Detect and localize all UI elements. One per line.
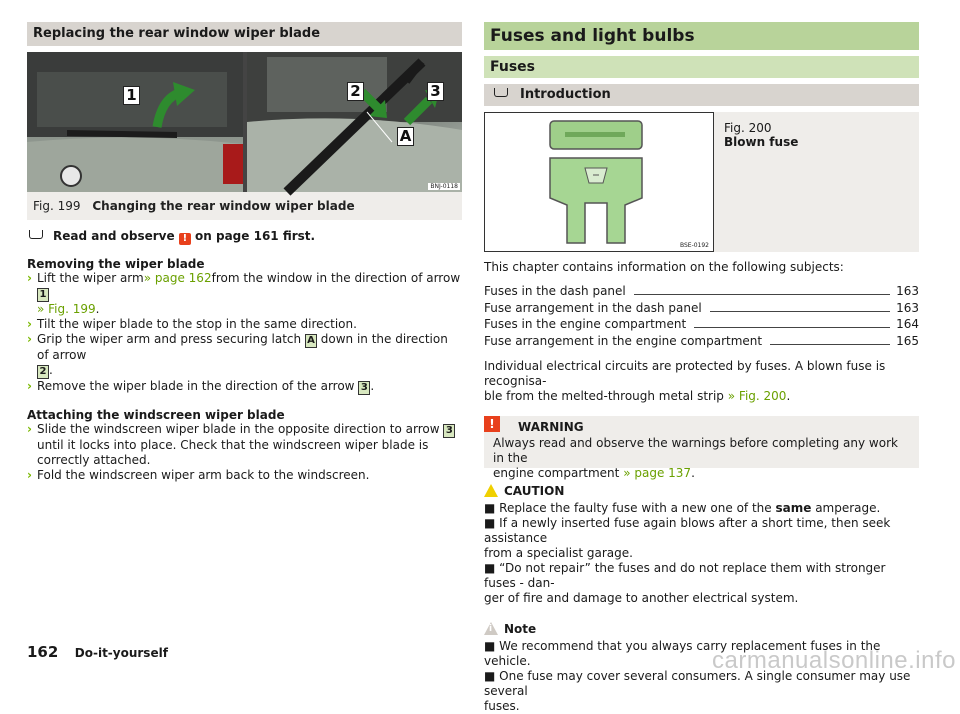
toc-item[interactable]: Fuses in the engine compartment 164 bbox=[484, 317, 919, 331]
wiper-scene-left bbox=[27, 52, 243, 192]
step: › Slide the windscreen wiper blade in the opposite direction to arrow 3 until it locks into place. Check that the windscreen wiper blade is correctly attached. bbox=[27, 422, 462, 468]
callout-3: 3 bbox=[427, 82, 444, 101]
step: › Tilt the wiper blade to the stop in the same direction. bbox=[27, 317, 357, 331]
chevron-right-icon: › bbox=[27, 379, 32, 393]
chevron-right-icon: › bbox=[27, 422, 32, 436]
blown-fuse-image bbox=[484, 112, 714, 252]
list-item: fuses. bbox=[484, 699, 520, 713]
list-item: ■ Replace the faulty fuse with a new one of the same amperage. bbox=[484, 501, 881, 515]
caution-list bbox=[484, 501, 919, 606]
chevron-right-icon: › bbox=[27, 468, 32, 482]
callout-tag: 2 bbox=[37, 365, 49, 379]
book-icon bbox=[29, 230, 43, 239]
list-item: ■ If a newly inserted fuse again blows after a short time, then seek assistance bbox=[484, 516, 891, 545]
read-observe-line: Read and observe ! on page 161 first. bbox=[27, 228, 462, 244]
callout-1: 1 bbox=[123, 86, 140, 105]
chapter-info: This chapter contains information on the following subjects: bbox=[484, 260, 844, 274]
chevron-right-icon: › bbox=[27, 271, 32, 285]
book-icon bbox=[494, 88, 508, 97]
removing-title: Removing the wiper blade bbox=[27, 257, 205, 271]
watermark: carmanualsonline.info bbox=[712, 647, 956, 674]
callout-tag: A bbox=[305, 334, 317, 348]
warning-title: ! WARNING bbox=[492, 420, 911, 434]
step: › Grip the wiper arm and press securing latch A down in the direction of arrow 2 . bbox=[27, 332, 448, 377]
page-number: 162 bbox=[27, 643, 59, 661]
list-item: ger of fire and damage to another electrical system. bbox=[484, 591, 799, 605]
chapter-title: Fuses and light bulbs bbox=[484, 22, 919, 50]
list-item: ■ We recommend that you always carry replacement fuses in the vehicle. bbox=[484, 639, 881, 668]
step: › Lift the wiper arm» page 162from the window in the direction of arrow 1 » Fig. 199. bbox=[27, 271, 461, 316]
chevron-right-icon: › bbox=[27, 332, 32, 346]
figure-wiper bbox=[27, 52, 462, 192]
list-item: ■ “Do not repair” the fuses and do not replace them with stronger fuses - dan- bbox=[484, 561, 886, 590]
figure-title: Changing the rear window wiper blade bbox=[92, 199, 355, 213]
warning-icon: ! bbox=[179, 233, 191, 245]
left-column bbox=[27, 22, 462, 483]
figure-fuse bbox=[484, 112, 919, 252]
intro-title: Introduction bbox=[484, 84, 919, 106]
figure-title: Blown fuse bbox=[724, 135, 799, 149]
wiper-scene-right bbox=[247, 52, 462, 192]
callout-tag: 3 bbox=[443, 424, 455, 438]
chevron-right-icon: › bbox=[27, 317, 32, 331]
fuse-drawing bbox=[485, 113, 715, 253]
warning-icon: ! bbox=[484, 416, 500, 432]
page-link[interactable]: » page 162 bbox=[143, 271, 212, 285]
page-footer bbox=[27, 643, 168, 663]
toc-item[interactable]: Fuse arrangement in the engine compartment 165 bbox=[484, 333, 919, 348]
note-title: i Note bbox=[484, 622, 919, 636]
figure-image-id: BSE-0192 bbox=[679, 242, 709, 249]
step: › Fold the windscreen wiper arm back to the windscreen. bbox=[27, 468, 370, 482]
callout-tag: 1 bbox=[37, 288, 49, 302]
figure-link[interactable]: » Fig. 199 bbox=[37, 302, 96, 316]
callout-a: A bbox=[397, 127, 414, 146]
attaching-title: Attaching the windscreen wiper blade bbox=[27, 408, 285, 422]
toc-list bbox=[484, 283, 919, 349]
figure-caption bbox=[724, 121, 798, 149]
figure-image-id: BNJ-0118 bbox=[430, 183, 458, 190]
callout-2: 2 bbox=[347, 82, 364, 101]
warning-box bbox=[484, 416, 919, 480]
wiper-arm-photo bbox=[247, 52, 462, 192]
toc-item[interactable]: Fuses in the dash panel 163 bbox=[484, 284, 919, 298]
figure-link[interactable]: » Fig. 200 bbox=[727, 389, 787, 403]
section-title: Replacing the rear window wiper blade bbox=[27, 22, 462, 46]
list-item: ■ One fuse may cover several consumers. A single consumer may use several bbox=[484, 669, 911, 698]
rear-window-photo bbox=[27, 52, 243, 192]
callout-tag: 3 bbox=[358, 381, 370, 395]
chapter-name: Do-it-yourself bbox=[74, 646, 168, 660]
section-title: Fuses bbox=[484, 56, 919, 78]
right-column bbox=[484, 22, 919, 714]
figure-number: Fig. 200 bbox=[724, 121, 772, 135]
figure-number: Fig. 199 bbox=[33, 199, 81, 213]
caution-icon bbox=[484, 484, 498, 497]
step: › Remove the wiper blade in the direction of the arrow 3 . bbox=[27, 379, 375, 393]
list-item: from a specialist garage. bbox=[484, 546, 633, 560]
page-link[interactable]: » page 137 bbox=[623, 466, 692, 480]
toc-item[interactable]: Fuse arrangement in the dash panel 163 bbox=[484, 300, 919, 315]
warning-text: Always read and observe the warnings before completing any work in the engine compartment » page 137. bbox=[493, 436, 898, 480]
circuits-paragraph: Individual electrical circuits are protected by fuses. A blown fuse is recognisa- ble from the melted-through metal strip » Fig. 200. bbox=[484, 359, 886, 403]
caution-title: CAUTION bbox=[484, 484, 919, 498]
figure-caption bbox=[27, 192, 462, 220]
